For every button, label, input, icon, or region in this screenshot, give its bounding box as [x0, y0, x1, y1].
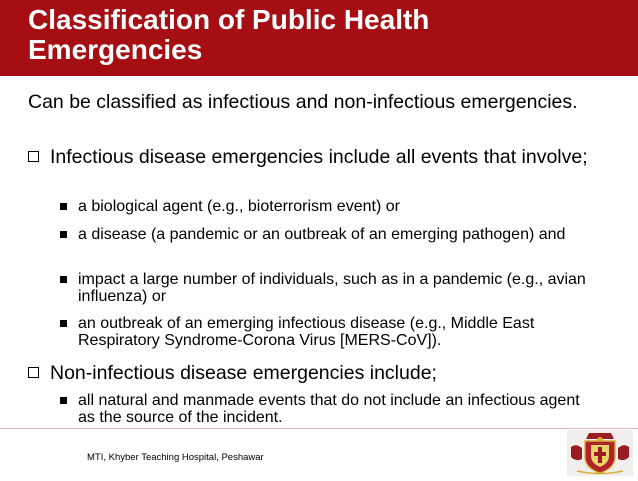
filled-square-bullet-icon: [60, 397, 67, 404]
hollow-square-bullet-icon: [28, 367, 39, 378]
infectious-bullet: [50, 146, 610, 168]
slide-title-line-1: Classification of Public Health: [28, 4, 430, 35]
non-infectious-bullet: [50, 362, 610, 384]
list-item-text: all natural and manmade events that do not include an infectious agent as the source of the incident.: [78, 392, 580, 426]
intro-paragraph: Can be classified as infectious and non-infectious emergencies.: [28, 91, 578, 113]
footer-divider: [0, 428, 638, 429]
list-item: [78, 226, 598, 243]
title-bar: [0, 0, 638, 76]
list-item-text: an outbreak of an emerging infectious disease (e.g., Middle East Respiratory Syndrome-Corona Virus [MERS-CoV]).: [78, 315, 535, 349]
list-item: [78, 315, 598, 349]
list-item-text: a biological agent (e.g., bioterrorism event) or: [78, 198, 400, 215]
non-infectious-text: Non-infectious disease emergencies include;: [50, 362, 437, 384]
hospital-crest-logo-icon: [567, 430, 633, 476]
slide-title-line-2: Emergencies: [28, 34, 203, 65]
hollow-square-bullet-icon: [28, 151, 39, 162]
slide-title: [28, 5, 628, 65]
footer-text: MTI, Khyber Teaching Hospital, Peshawar: [87, 452, 264, 463]
list-item-text: impact a large number of individuals, such as in a pandemic (e.g., avian influenza) or: [78, 271, 586, 305]
list-item: [78, 392, 598, 426]
list-item: [78, 198, 598, 215]
list-item-text: a disease (a pandemic or an outbreak of an emerging pathogen) and: [78, 226, 566, 243]
filled-square-bullet-icon: [60, 276, 67, 283]
filled-square-bullet-icon: [60, 320, 67, 327]
filled-square-bullet-icon: [60, 203, 67, 210]
infectious-text: Infectious disease emergencies include all events that involve;: [50, 146, 588, 168]
list-item: [78, 271, 598, 305]
filled-square-bullet-icon: [60, 231, 67, 238]
